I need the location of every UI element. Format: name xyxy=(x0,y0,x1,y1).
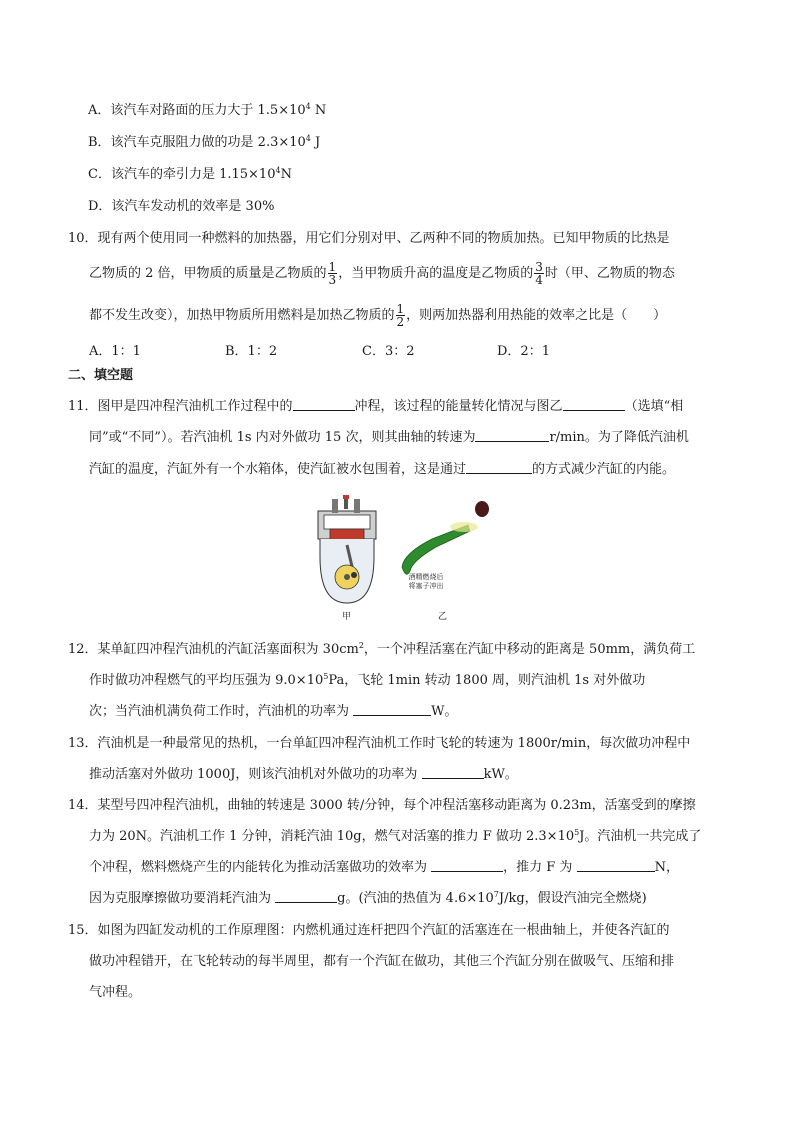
q9-option-c: C．该汽车的牵引力是 $1.15\times 10^4N$ xyxy=(88,166,292,182)
q12-line-3: 次；当汽油机满负荷工作时，汽油机的功率为 W。 xyxy=(89,704,458,719)
q10-line-3: 都不发生改变），加热甲物质所用燃料是加热乙物质的 $\frac{1}{2}$ ，则两加热器利用热能的效率之比是（ ） xyxy=(89,302,667,329)
q10-option-c: C．3：2 xyxy=(362,344,415,359)
q14-line-1: 14．某型号四冲程汽油机，曲轴的转速是 3000 转/分钟，每个冲程活塞移动距离为 0.23m，活塞受到的摩擦 xyxy=(68,798,696,813)
fraction-one-third: $\frac{1}{3}$ xyxy=(328,260,337,287)
section-heading-fill-in: 二、填空题 xyxy=(68,368,134,383)
q15-line-2: 做功冲程错开，在飞轮转动的每半周里，都有一个汽缸在做功，其他三个汽缸分别在做吸气、压缩和排 xyxy=(89,954,675,969)
answer-blank[interactable] xyxy=(563,398,625,411)
q15-line-1: 15．如图为四缸发动机的工作原理图：内燃机通过连杆把四个汽缸的活塞连在一根曲轴上，并使各汽缸的 xyxy=(68,923,670,938)
q14-line-2: 力为 20N。汽油机工作 1 分钟，消耗汽油 10g，燃气对活塞的推力 F 做功 $2.3\times 10^5J$。汽油机一共完成了 xyxy=(89,828,702,844)
q14-line-4: 因为克服摩擦做功要消耗汽油为 g。(汽油的热值为 $4.6\times 10^7J/kg$，假设汽油完全燃烧) xyxy=(89,890,647,906)
caption-yi: 乙 xyxy=(438,612,448,622)
fraction-one-half: $\frac{1}{2}$ xyxy=(396,302,405,329)
q14-line-3: 个冲程，燃料燃烧产生的内能转化为推动活塞做功的效率为 ，推力 F 为 N， xyxy=(89,860,679,875)
figure-note: 酒精燃烧后 将塞子冲出 xyxy=(408,573,444,590)
engine-and-test-tube-illustration xyxy=(310,495,490,625)
caption-jia: 甲 xyxy=(342,612,352,622)
q15-line-3: 气冲程。 xyxy=(89,985,142,1000)
q9-option-b: B．该汽车克服阻力做的功是 $2.3\times 10^4$ J xyxy=(88,134,321,150)
q12-line-1: 12．某单缸四冲程汽油机的汽缸活塞面积为 $30cm^2$，一个冲程活塞在汽缸中移动的距离是 50mm，满负荷工 xyxy=(68,641,696,657)
q10-option-b: B．1：2 xyxy=(225,344,278,359)
q10-line-1: 10．现有两个使用同一种燃料的加热器，用它们分别对甲、乙两种不同的物质加热。已知甲物质的比热是 xyxy=(68,231,670,246)
q11-line-1: 11．图甲是四冲程汽油机工作过程中的 冲程，该过程的能量转化情况与图乙 （选填“相 xyxy=(68,399,684,414)
q10-line-2: 乙物质的 2 倍，甲物质的质量是乙物质的 $\frac{1}{3}$ ，当甲物质升高的温度是乙物质的 $\frac{3}{4}$ 时（甲、乙物质的物态 xyxy=(89,260,675,287)
q13-line-1: 13．汽油机是一种最常见的热机，一台单缸四冲程汽油机工作时飞轮的转速为 1800r/min，每次做功冲程中 xyxy=(68,736,691,751)
q11-line-3: 汽缸的温度，汽缸外有一个水箱体，使汽缸被水包围着，这是通过 的方式减少汽缸的内能。 xyxy=(89,462,676,477)
answer-blank[interactable] xyxy=(466,461,532,474)
answer-blank[interactable] xyxy=(422,766,484,779)
answer-blank[interactable] xyxy=(475,429,549,442)
q11-figure xyxy=(310,495,490,625)
q9-option-a: A．该汽车对路面的压力大于 $1.5\times 10^4$ N xyxy=(88,102,327,118)
q11-line-2: 同”或“不同”）。若汽油机 1s 内对外做功 15 次，则其曲轴的转速为 r/min。为了降低汽油机 xyxy=(89,430,689,445)
answer-blank[interactable] xyxy=(275,890,337,903)
q10-option-a: A．1：1 xyxy=(89,344,141,359)
q10-option-d: D．2：1 xyxy=(497,344,550,359)
answer-blank[interactable] xyxy=(293,398,355,411)
answer-blank[interactable] xyxy=(353,703,431,716)
q12-line-2: 作时做功冲程燃气的平均压强为 $9.0\times 10^5Pa$，飞轮 1min 转动 1800 周，则汽油机 1s 对外做功 xyxy=(89,672,646,688)
q9-option-d: D．该汽车发动机的效率是 30% xyxy=(88,199,275,214)
fraction-three-quarters: $\frac{3}{4}$ xyxy=(535,260,543,287)
q13-line-2: 推动活塞对外做功 1000J，则该汽油机对外做功的功率为 kW。 xyxy=(89,767,518,782)
answer-blank[interactable] xyxy=(577,859,655,872)
answer-blank[interactable] xyxy=(431,859,503,872)
